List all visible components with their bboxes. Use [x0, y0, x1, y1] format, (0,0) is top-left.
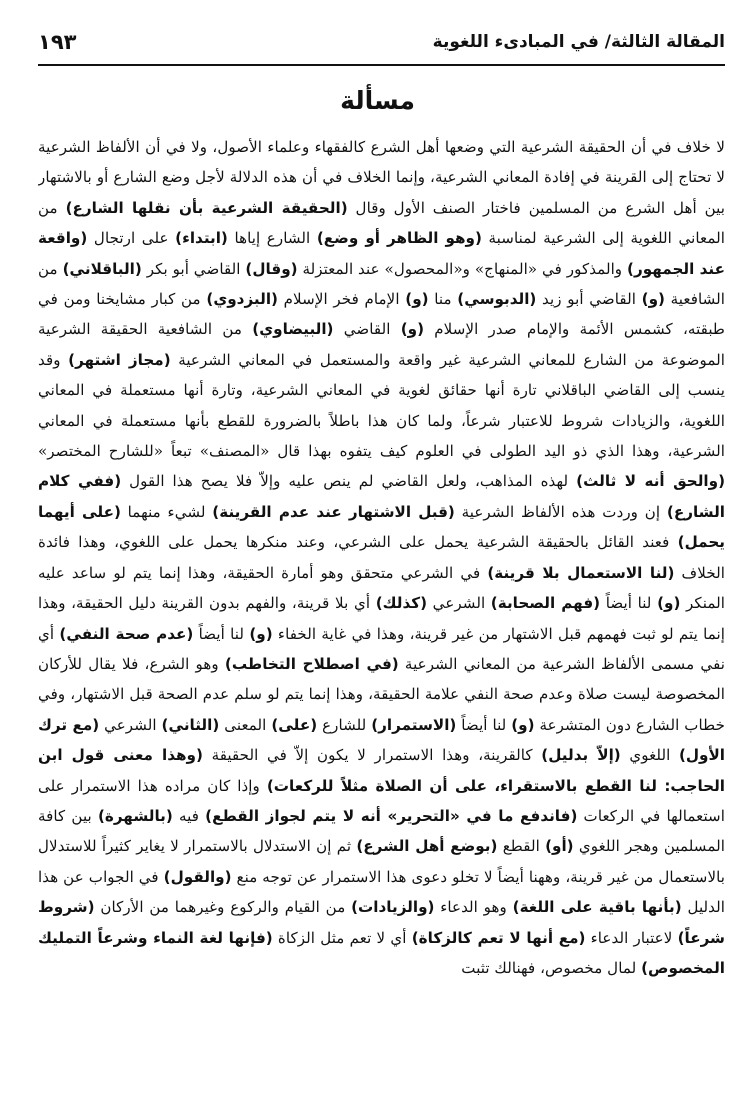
- emphasized-text: (والحق أنه لا ثالث): [576, 472, 725, 491]
- text-segment: منا: [428, 290, 458, 309]
- text-segment: اللغوي: [620, 746, 679, 765]
- text-segment: لنا أيضاً: [193, 624, 250, 643]
- emphasized-text: (مجاز اشتهر): [68, 350, 171, 369]
- text-segment: للشارع: [317, 715, 372, 734]
- text-segment: في الجواب عن هذا الدليل: [38, 867, 725, 917]
- emphasized-text: (إلاّ بدليل): [541, 746, 621, 765]
- running-header: [38, 20, 725, 64]
- text-segment: الشارع إياها: [227, 229, 317, 248]
- text-segment: فعند القائل بالحقيقة الشرعية يحمل على الشرعي، وعند منكرها يحمل على اللغوي، وهذا فائدة الخلاف: [38, 533, 725, 582]
- emphasized-text: (مع ترك الأول): [38, 715, 725, 765]
- text-segment: لنا أيضاً: [600, 594, 658, 613]
- emphasized-text: (لنا الاستعمال بلا قرينة): [487, 563, 675, 582]
- text-segment: الشرعي: [427, 594, 491, 613]
- emphasized-text: (وهذا معنى قول ابن الحاجب: لنا القطع بالاستقراء، على أن الصلاة مثلاً للركعات): [38, 746, 725, 795]
- text-segment: وإذا كان مراده هذا الاستمرار على استعمالها في الركعات: [38, 776, 725, 825]
- text-segment: لمال مخصوص، فهنالك تثبت: [461, 958, 642, 977]
- text-segment: القاضي: [333, 320, 401, 339]
- emphasized-text: (عدم صحة النفي): [59, 624, 194, 643]
- body-paragraph: [38, 132, 725, 983]
- emphasized-text: (بوضع أهل الشرع): [356, 837, 498, 856]
- text-segment: لا خلاف في أن الحقيقة الشرعية التي وضعها أهل الشرع كالفقهاء وعلماء الأصول، ولا في أن الألفاظ الشرعية لا تحتاج إلى القرينة في إفادة المعاني الشرعية، وإنما الخلاف في أن هذه الدلالة لأجل وضع الشارع أو بالاشتهار بين أهل الشرع من المسلمين فاختار الصنف الأول وقال: [38, 138, 725, 217]
- text-segment: والمذكور في «المنهاج» و«المحصول» عند المعتزلة: [297, 259, 628, 278]
- text-segment: من الشافعية: [38, 259, 725, 309]
- text-segment: من المعاني اللغوية إلى الشرعية لمناسبة: [38, 198, 725, 248]
- text-segment: على ارتجال: [87, 229, 176, 248]
- emphasized-text: (و): [657, 594, 681, 613]
- emphasized-text: (قبل الاشتهار عند عدم القرينة): [212, 502, 455, 521]
- emphasized-text: (الباقلاني): [62, 259, 142, 278]
- emphasized-text: (بأنها باقية على اللغة): [512, 898, 682, 917]
- text-segment: كالقرينة، وهذا الاستمرار لا يكون إلاّ في الحقيقة: [202, 746, 542, 765]
- emphasized-text: (كذلك): [375, 594, 428, 613]
- text-segment: لنا أيضاً: [456, 715, 512, 734]
- body-text: [38, 132, 725, 1082]
- page-number: ١٩٣: [38, 30, 77, 54]
- text-segment: وهو الشرع، فلا يقال للأركان المخصوصة ليست صلاة وعدم صحة النفي علامة الحقيقة، وهذا إنما يتم لو سلم عدم الصحة قبل الاشتهار، وفي خطاب الشارع دون المتشرعة: [38, 654, 725, 734]
- text-segment: المعنى: [219, 715, 272, 734]
- running-title: المقالة الثالثة/ في المبادىء اللغوية: [432, 32, 725, 52]
- header-rule: [38, 64, 725, 66]
- text-segment: القاضي أبو زيد: [536, 290, 642, 309]
- emphasized-text: (الاستمرار): [371, 715, 457, 734]
- emphasized-text: (في اصطلاح التخاطب): [224, 654, 399, 673]
- emphasized-text: (الدبوسي): [457, 290, 537, 309]
- text-segment: فيه: [172, 806, 206, 825]
- emphasized-text: (الثاني): [161, 715, 220, 734]
- text-segment: الشرعي: [99, 715, 162, 734]
- emphasized-text: (وقال): [245, 259, 298, 278]
- emphasized-text: (و): [249, 624, 273, 643]
- emphasized-text: (ابتداء): [175, 229, 228, 248]
- emphasized-text: (فاندفع ما في «التحرير» أنه لا يتم لجواز القطع): [205, 806, 578, 825]
- emphasized-text: (والزيادات): [351, 898, 435, 917]
- emphasized-text: (و): [400, 320, 425, 339]
- text-segment: لشيء منهما: [120, 502, 213, 521]
- text-segment: من الشافعية الحقيقة الشرعية الموضوعة من الشارع للمعاني الشرعية غير واقعة والمستعمل في المعاني الشرعية: [38, 320, 725, 369]
- text-segment: وهو الدعاء: [434, 898, 513, 917]
- emphasized-text: (و): [641, 290, 665, 309]
- emphasized-text: (فإنها لغة النماء وشرعاً التمليك المخصوص): [38, 928, 725, 977]
- text-segment: لهذه المذاهب، ولعل القاضي لم ينص عليه وإلاّ فلا يصح هذا القول: [121, 472, 577, 491]
- text-segment: من القيام والركوع وغيرهما من الأركان: [94, 898, 352, 917]
- emphasized-text: (البيضاوي): [252, 320, 334, 339]
- emphasized-text: (و): [405, 290, 429, 309]
- text-segment: لاعتبار الدعاء: [585, 928, 678, 947]
- text-segment: أي نفي مسمى الألفاظ الشرعية من المعاني الشرعية: [38, 624, 725, 673]
- emphasized-text: (و): [511, 715, 535, 734]
- emphasized-text: (والقول): [163, 867, 232, 886]
- text-segment: بين كافة المسلمين وهجر اللغوي: [38, 806, 725, 856]
- text-segment: القطع: [497, 837, 546, 856]
- emphasized-text: (على أيهما يحمل): [38, 502, 725, 552]
- emphasized-text: (البزدوي): [206, 290, 278, 309]
- text-segment: الإمام فخر الإسلام: [277, 290, 406, 309]
- text-segment: القاضي أبو بكر: [141, 259, 246, 278]
- text-segment: أي لا تعم مثل الزكاة: [272, 928, 412, 947]
- emphasized-text: (شروط شرعاً): [38, 898, 725, 947]
- text-segment: وقد ينسب إلى القاضي الباقلاني تارة أنها حقائق لغوية في المعاني الشرعية، وتارة أنها مستعملة في المعاني اللغوية، والزيادات شروط للاعتبار شرعاً، ولما كان هذا باطلاً بالضرورة للقطع بأنها مستعملة في المعاني الشرعية، وهذا الذي ذو اليد الطولى في العلوم كيف يتفوه بهذا قال «المصنف» تبعاً «للشارح المختصر»: [38, 350, 725, 461]
- emphasized-text: (واقعة عند الجمهور): [38, 229, 725, 278]
- text-segment: ثم إن الاستدلال بالاستمرار لا يغاير كثيراً للاستدلال بالاستعمال من غير قرينة، وههنا أيضاً لا تخلو دعوى هذا الاستمرار عن توجه منع: [38, 837, 725, 886]
- emphasized-text: (مع أنها لا تعم كالزكاة): [411, 928, 586, 947]
- emphasized-text: (ففي كلام الشارع): [38, 472, 725, 521]
- section-title: مسألة: [340, 86, 415, 115]
- text-segment: من كبار مشايخنا ومن في طبقته، كشمس الأئمة والإمام صدر الإسلام: [38, 290, 725, 339]
- text-segment: في الشرعي متحقق وهو أمارة الحقيقة، وهذا إنما يتم لو ساعد عليه المنكر: [38, 563, 725, 613]
- text-segment: أي بلا قرينة، والفهم بدون القرينة دليل الحقيقة، وهذا إنما يتم لو ثبت فهمهم قبل الاشتهار من غير قرينة، وهذا في غاية الخفاء: [38, 594, 725, 643]
- emphasized-text: (أو): [545, 837, 574, 856]
- text-segment: إن وردت هذه الألفاظ الشرعية: [454, 502, 667, 521]
- emphasized-text: (بالشهرة): [97, 806, 173, 825]
- emphasized-text: (وهو الظاهر أو وضع): [316, 229, 482, 248]
- emphasized-text: (فهم الصحابة): [490, 594, 601, 613]
- emphasized-text: (الحقيقة الشرعية بأن نقلها الشارع): [65, 198, 348, 217]
- emphasized-text: (على): [271, 715, 318, 734]
